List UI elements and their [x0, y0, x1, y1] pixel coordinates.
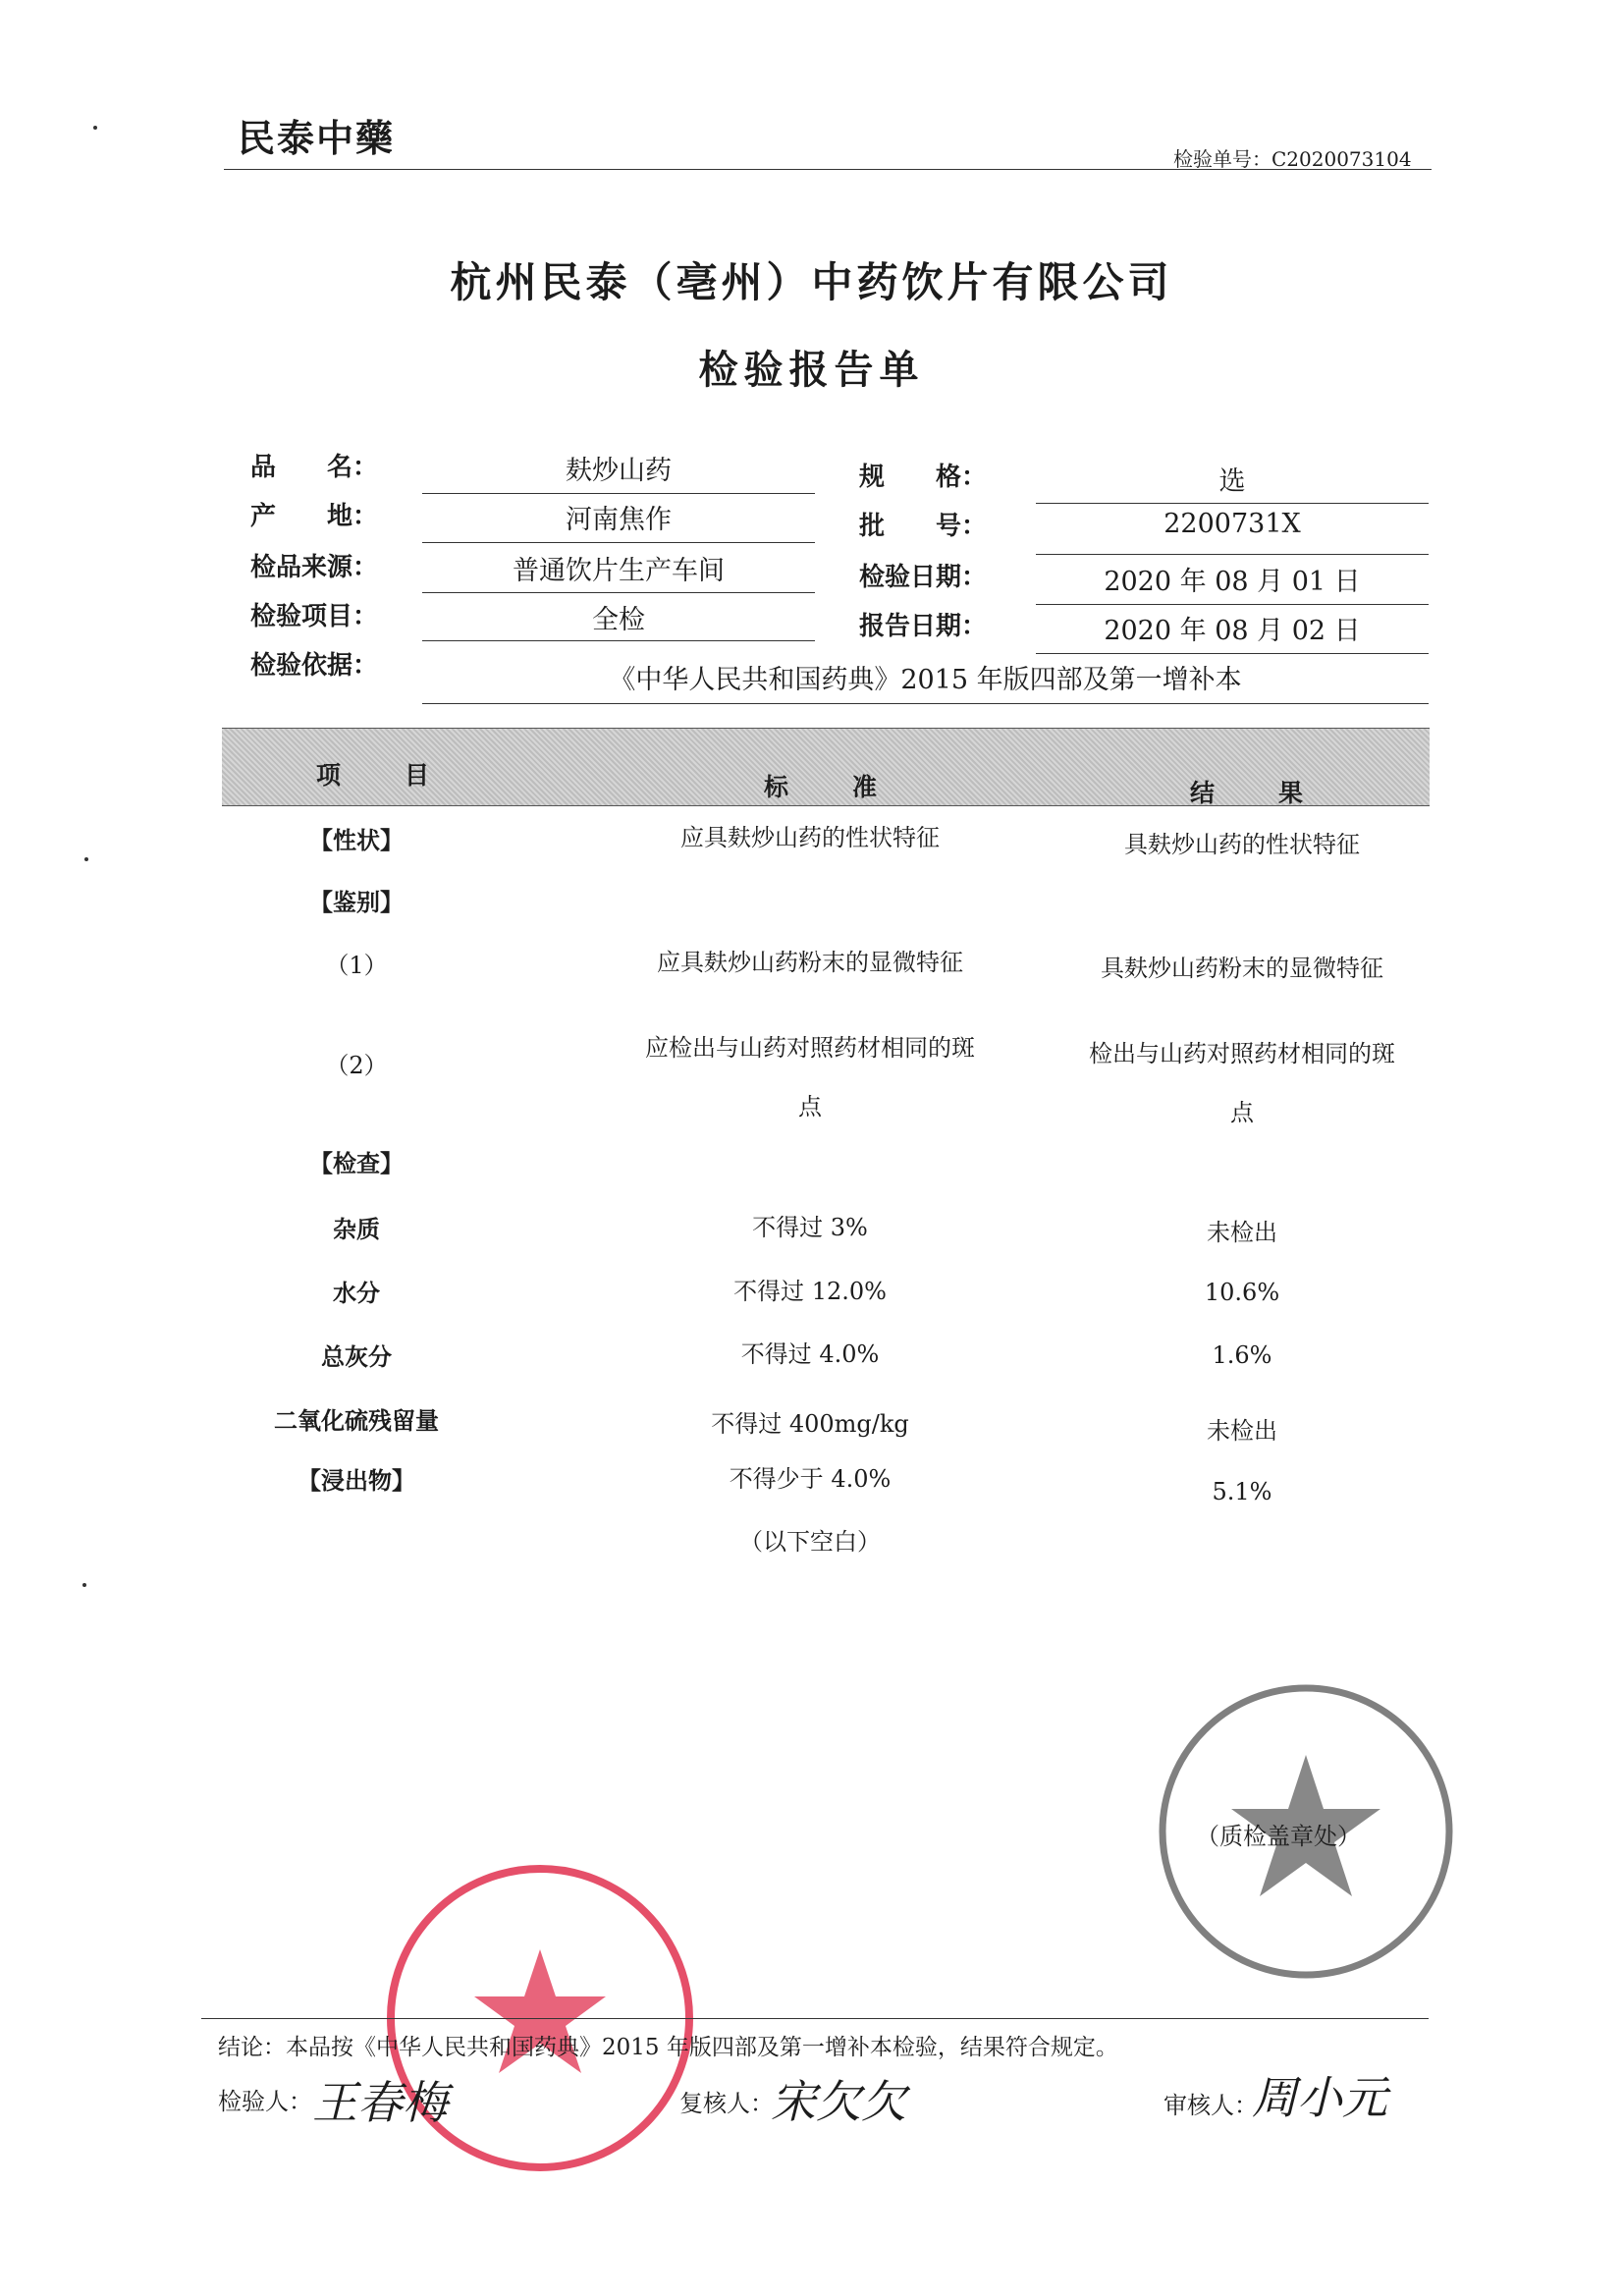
- header-standard: 标 准: [764, 773, 897, 801]
- margin-dot: [93, 126, 97, 130]
- label-origin: 产 地：: [250, 502, 379, 531]
- stamp-note: （质检盖章处）: [1196, 1823, 1361, 1850]
- approver-label: 审核人：: [1163, 2092, 1258, 2119]
- underline: [1036, 604, 1429, 605]
- value-sample-source: 普通饮片生产车间: [513, 556, 725, 586]
- underline: [1036, 503, 1429, 504]
- margin-dot: [82, 1583, 86, 1587]
- reviewer-signature: 宋欠欠: [771, 2075, 906, 2128]
- inspector-label: 检验人：: [218, 2088, 312, 2115]
- table-row-standard: 不得过 400mg/kg: [711, 1410, 909, 1438]
- underline: [422, 542, 815, 543]
- label-sample-source: 检品来源：: [250, 553, 379, 582]
- table-row-item: 【检查】: [309, 1149, 404, 1177]
- table-row-standard: 不得过 4.0%: [740, 1340, 880, 1368]
- table-row-standard: 不得过 12.0%: [733, 1278, 887, 1305]
- underline: [1036, 554, 1429, 555]
- label-basis: 检验依据：: [250, 651, 379, 681]
- table-row-standard: 应具麸炒山药粉末的显微特征: [657, 949, 963, 976]
- approver-signature: 周小元: [1252, 2071, 1387, 2124]
- label-report-date: 报告日期：: [859, 612, 988, 641]
- underline: [422, 703, 1429, 704]
- footer-rule: [201, 2018, 1429, 2019]
- company-name: 杭州民泰（亳州）中药饮片有限公司: [450, 258, 1173, 306]
- label-inspect-item: 检验项目：: [250, 602, 379, 631]
- table-row-item: 【鉴别】: [309, 888, 404, 916]
- value-origin: 河南焦作: [566, 505, 672, 535]
- underline: [1036, 653, 1429, 654]
- reviewer-label: 复核人：: [679, 2090, 774, 2117]
- table-row-standard: 不得过 3%: [752, 1214, 868, 1241]
- value-basis: 《中华人民共和国药典》2015 年版四部及第一增补本: [609, 665, 1242, 695]
- table-row-item: 二氧化硫残留量: [274, 1406, 439, 1435]
- table-row-result: 具麸炒山药的性状特征: [1124, 831, 1360, 858]
- label-batch: 批 号：: [859, 512, 988, 541]
- report-title: 检验报告单: [698, 347, 925, 393]
- table-row-result: 具麸炒山药粉末的显微特征: [1101, 955, 1383, 982]
- conclusion: 结论：本品按《中华人民共和国药典》2015 年版四部及第一增补本检验，结果符合规定。: [218, 2035, 1118, 2060]
- table-row-result: 5.1%: [1212, 1478, 1272, 1505]
- label-inspect-date: 检验日期：: [859, 563, 988, 592]
- value-report-date: 2020 年 08 月 02 日: [1104, 616, 1361, 646]
- report-number: 检验单号：C2020073104: [1173, 147, 1412, 171]
- table-row-standard: 应具麸炒山药的性状特征: [680, 824, 940, 851]
- value-product-name: 麸炒山药: [566, 456, 672, 486]
- table-row-result: 检出与山药对照药材相同的斑: [1089, 1040, 1395, 1067]
- company-logo: 民泰中藥: [238, 116, 396, 160]
- table-row-item: （1）: [325, 952, 388, 979]
- table-row-item: 【性状】: [309, 826, 404, 854]
- table-row-result: 10.6%: [1204, 1279, 1280, 1306]
- table-row-item: 总灰分: [321, 1342, 392, 1371]
- table-row-item: 水分: [333, 1279, 380, 1307]
- value-batch: 2200731X: [1163, 509, 1301, 539]
- label-product-name: 品 名：: [250, 453, 379, 482]
- blank-note: （以下空白）: [739, 1528, 881, 1556]
- table-row-result: 未检出: [1207, 1417, 1277, 1445]
- value-inspect-date: 2020 年 08 月 01 日: [1104, 567, 1361, 597]
- value-spec: 选: [1218, 466, 1246, 497]
- table-row-result: 未检出: [1207, 1219, 1277, 1246]
- table-row-item: （2）: [325, 1052, 388, 1079]
- table-row-standard: 不得少于 4.0%: [729, 1465, 892, 1493]
- inspector-signature: 王春梅: [312, 2076, 448, 2129]
- header-result: 结 果: [1190, 779, 1324, 807]
- header-item: 项 目: [316, 761, 450, 790]
- table-row-item: 【浸出物】: [298, 1466, 415, 1495]
- table-row-standard: 应检出与山药对照药材相同的斑: [645, 1034, 975, 1062]
- value-inspect-item: 全检: [592, 605, 645, 635]
- underline: [422, 592, 815, 593]
- header-rule: [224, 169, 1432, 170]
- table-row-item: 杂质: [333, 1215, 380, 1243]
- underline: [422, 493, 815, 494]
- label-spec: 规 格：: [859, 463, 988, 492]
- table-row-result: 1.6%: [1212, 1341, 1272, 1369]
- underline: [422, 640, 815, 641]
- margin-dot: [84, 857, 88, 861]
- table-row-standard-cont: 点: [798, 1093, 822, 1121]
- table-row-result-cont: 点: [1230, 1099, 1254, 1126]
